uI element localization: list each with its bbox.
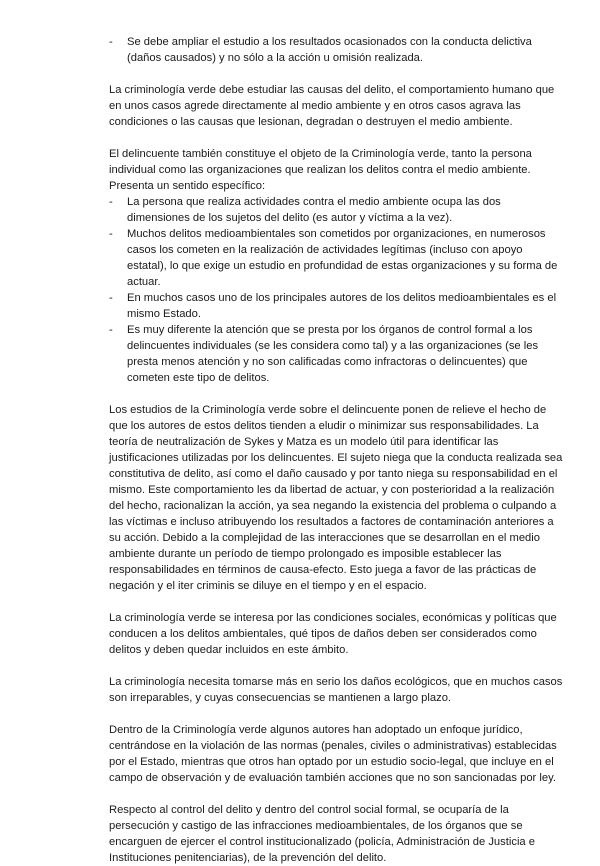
list-item-text: Muchos delitos medioambientales son cometidos por organizaciones, en numerosos casos los cometen en la realización de actividades legítimas (incluso con apoyo estatal), lo que exige un estudio en profundidad de estas organizaciones y su forma de actuar. [127,228,558,288]
list-item-text: La persona que realiza actividades contra el medio ambiente ocupa las dos dimensiones de los sujetos del delito (es autor y víctima a la vez). [127,196,501,224]
list-item-text: En muchos casos uno de los principales autores de los delitos medioambientales es el mismo Estado. [127,292,557,320]
top-bullet-list [109,34,564,66]
paragraph-social-conditions: La criminología verde se interesa por las condiciones sociales, económicas y políticas que conducen a los delitos ambientales, qué tipos de daños deben ser considerados como delitos y deben quedar incluidos en este ámbito. [109,612,557,656]
list-item [109,322,564,386]
list-item [109,290,564,322]
paragraph-offender: El delincuente también constituye el objeto de la Criminología verde, tanto la persona individual como las organizaciones que realizan los delitos contra el medio ambiente. [109,148,532,176]
bullet-dash: - [109,228,113,240]
list-item-text: Se debe ampliar el estudio a los resultados ocasionados con la conducta delictiva (daños causados) y no sólo a la acción u omisión realizada. [127,36,532,64]
paragraph-neutralization: Los estudios de la Criminología verde sobre el delincuente ponen de relieve el hecho de que los autores de estos delitos tienden a eludir o minimizar sus responsabilidades. La teoría de neutralización de Sykes y Matza es un modelo útil para identificar las justificaciones utilizadas por los delincuentes. El sujeto niega que la conducta realizada sea constitutiva de delito, así como el daño causado y por tanto niega su responsabilidad en el mismo. Este comportamiento les da libertad de actuar, y con posterioridad a la realización del hecho, racionalizan la acción, ya sea negando la existencia del problema o culpando a las víctimas e incluso atribuyendo los resultados a factores de contaminación anteriores a su acción. Debido a la complejidad de las interacciones que se desarrollan en el medio ambiente durante un período de tiempo prolongado es imposible establecer las responsabilidades en términos de causa-efecto. Esto juega a favor de las prácticas de negación y el iter criminis se diluye en el tiempo y en el espacio. [109,404,563,592]
bullet-dash: - [109,292,113,304]
bullet-dash: - [109,324,113,336]
specific-sense-list [109,194,564,386]
paragraph-causes: La criminología verde debe estudiar las causas del delito, el comportamiento humano que en unos casos agrede directamente al medio ambiente y en otros casos agrava las condiciones o las causas que lesionan, degradan o destruyen el medio ambiente. [109,84,555,128]
list-item-text: Es muy diferente la atención que se presta por los órganos de control formal a los delincuentes individuales (se les considera como tal) y a las organizaciones (se les presta menos atención y no son calificadas como infractoras o delincuentes) que cometen este tipo de delitos. [127,324,539,384]
paragraph-specific-sense: Presenta un sentido específico: [109,180,266,192]
bullet-dash: - [109,196,113,208]
paragraph-ecological-damage: La criminología necesita tomarse más en serio los daños ecológicos, que en muchos casos son irreparables, y cuyas consecuencias se mantienen a largo plazo. [109,676,563,704]
paragraph-crime-control: Respecto al control del delito y dentro del control social formal, se ocuparía de la persecución y castigo de las infracciones medioambientales, de los órganos que se encarguen de ejercer el control institucionalizado (policía, Administración de Justicia e Instituciones penitenciarias), de la prevención del delito. [109,804,535,864]
bullet-dash: - [109,36,113,48]
list-item [109,34,564,66]
list-item [109,226,564,290]
paragraph-approaches: Dentro de la Criminología verde algunos autores han adoptado un enfoque jurídico, centrándose en la violación de las normas (penales, civiles o administrativas) establecidas por el Estado, mientras que otros han optado por un estudio socio-legal, que incluye en el campo de observación y de evaluación también acciones que no son sancionadas por ley. [109,724,557,784]
list-item [109,194,564,226]
